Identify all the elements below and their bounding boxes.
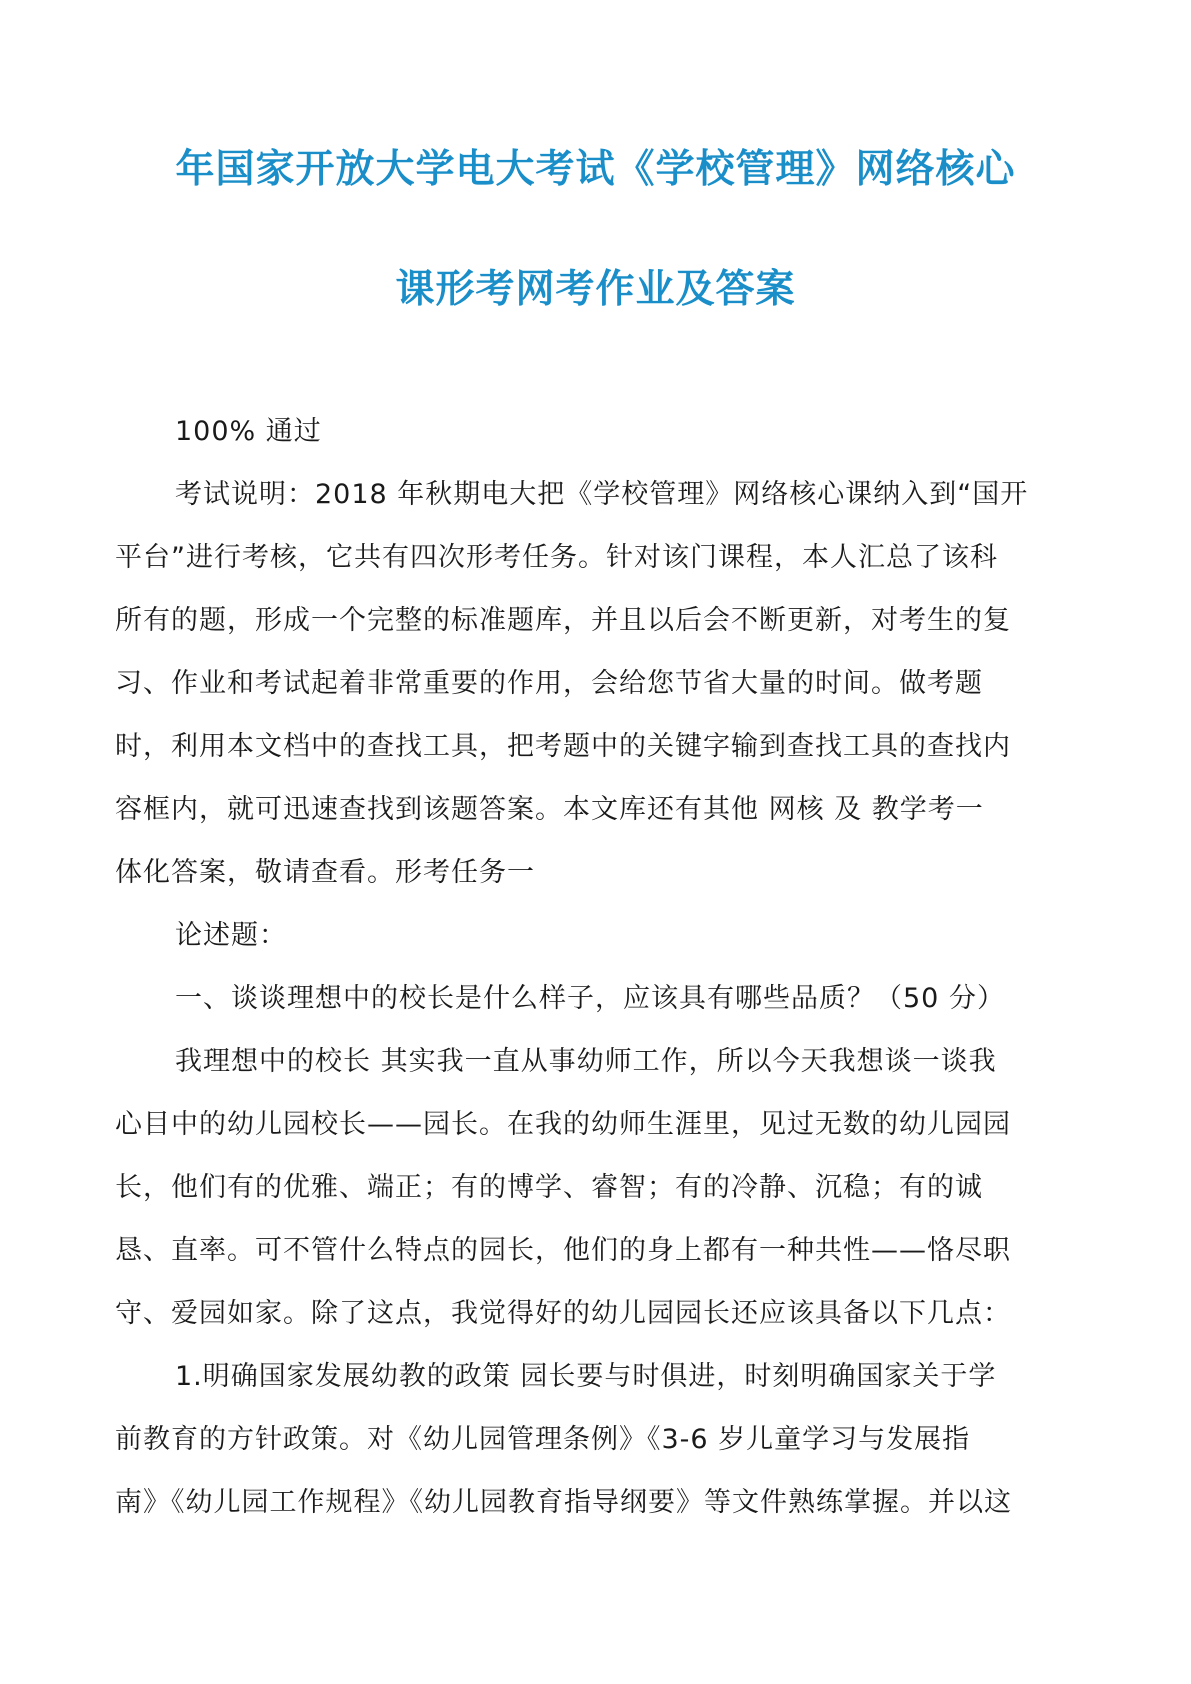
paragraph-line: 南》《幼儿园工作规程》《幼儿园教育指导纲要》等文件熟练掌握。并以这 [115, 1487, 1012, 1518]
paragraph-line: 我理想中的校长 其实我一直从事幼师工作，所以今天我想谈一谈我 [175, 1046, 997, 1077]
paragraph-line: 1.明确国家发展幼教的政策 园长要与时俱进，时刻明确国家关于学 [175, 1361, 997, 1392]
document-title-line-1: 年国家开放大学电大考试《学校管理》网络核心 [175, 147, 1016, 192]
paragraph-line: 体化答案，敬请查看。形考任务一 [115, 857, 535, 888]
paragraph-line: 平台”进行考核，它共有四次形考任务。针对该门课程，本人汇总了该科 [115, 542, 998, 573]
paragraph-line: 习、作业和考试起着非常重要的作用，会给您节省大量的时间。做考题 [115, 668, 983, 699]
paragraph-line: 长，他们有的优雅、端正；有的博学、睿智；有的冷静、沉稳；有的诚 [115, 1172, 983, 1203]
document-title-line-2: 课形考网考作业及答案 [395, 267, 796, 312]
paragraph-line: 心目中的幼儿园校长——园长。在我的幼师生涯里，见过无数的幼儿园园 [115, 1109, 1011, 1140]
pass-rate-line: 100% 通过 [175, 416, 322, 447]
question-line: 一、谈谈理想中的校长是什么样子，应该具有哪些品质？（50 分） [175, 983, 1005, 1014]
paragraph-line: 守、爱园如家。除了这点，我觉得好的幼儿园园长还应该具备以下几点： [115, 1298, 1011, 1329]
paragraph-line: 前教育的方针政策。对《幼儿园管理条例》《3-6 岁儿童学习与发展指 [115, 1424, 971, 1455]
paragraph-line: 恳、直率。可不管什么特点的园长，他们的身上都有一种共性——恪尽职 [115, 1235, 1011, 1266]
paragraph-line: 所有的题，形成一个完整的标准题库，并且以后会不断更新，对考生的复 [115, 605, 1011, 636]
document-body [115, 400, 1075, 1534]
section-heading: 论述题： [175, 920, 287, 951]
paragraph-line: 时，利用本文档中的查找工具，把考题中的关键字输到查找工具的查找内 [115, 731, 1011, 762]
paragraph-line: 考试说明：2018 年秋期电大把《学校管理》网络核心课纳入到“国开 [175, 479, 1029, 510]
paragraph-line: 容框内，就可迅速查找到该题答案。本文库还有其他 网核 及 教学考一 [115, 794, 984, 825]
